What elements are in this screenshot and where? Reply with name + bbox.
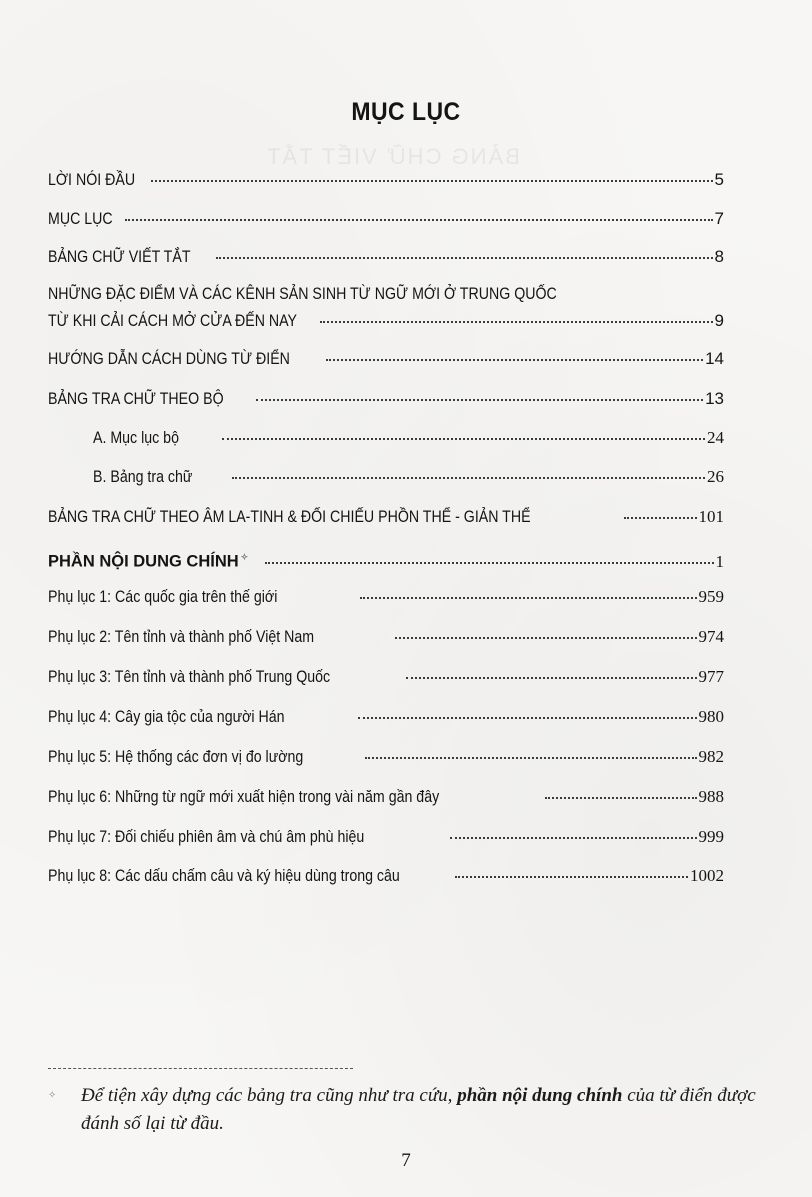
toc-entry-page: 999 [698, 827, 724, 846]
toc-entry-label: Phụ lục 7: Đối chiếu phiên âm và chú âm phù hiệu [48, 828, 365, 846]
toc-subentry[interactable] [93, 467, 724, 487]
dot-leader [406, 677, 697, 679]
toc-entry-label: Phụ lục 8: Các dấu chấm câu và ký hiệu dùng trong câu [48, 867, 400, 885]
dot-leader [545, 797, 697, 799]
dot-leader [450, 837, 697, 839]
toc-entry[interactable] [48, 209, 724, 229]
dot-leader [360, 597, 697, 599]
footnote-text [48, 1082, 768, 1138]
footnote-marker-icon: ✧ [48, 1090, 57, 1101]
dot-leader [222, 438, 705, 440]
toc-entry-label: Phụ lục 5: Hệ thống các đơn vị đo lường [48, 748, 304, 766]
dot-leader [256, 399, 703, 401]
toc-entry-label: NHỮNG ĐẶC ĐIỂM VÀ CÁC KÊNH SẢN SINH TỪ NGỮ MỚI Ở TRUNG QUỐC [48, 285, 557, 303]
toc-entry-page: 988 [698, 787, 724, 806]
toc-entry[interactable] [48, 827, 724, 847]
toc-entry-page: 8 [714, 247, 724, 266]
footnote-emphasis: phần nội dung chính [457, 1085, 623, 1106]
toc-entry-label: BẢNG CHỮ VIẾT TẮT [48, 248, 191, 266]
toc-entry-page: 9 [714, 311, 724, 330]
toc-entry-label: Phụ lục 6: Những từ ngữ mới xuất hiện trong vài năm gần đây [48, 788, 440, 806]
toc-entry[interactable] [48, 349, 724, 369]
toc-entry-page: 959 [698, 587, 724, 606]
toc-entry-label: BẢNG TRA CHỮ THEO BỘ [48, 390, 224, 408]
footnote-text-start: Để tiện xây dựng các bảng tra cũng như tra cứu, [81, 1085, 458, 1106]
toc-entry[interactable] [48, 507, 724, 527]
dot-leader [326, 359, 703, 361]
dot-leader [265, 562, 714, 564]
dot-leader [358, 717, 697, 719]
toc-entry[interactable] [48, 587, 724, 607]
toc-entry-page: 1 [715, 551, 724, 571]
dot-leader [125, 219, 712, 221]
toc-entry-page: 7 [714, 209, 724, 228]
dot-leader [395, 637, 697, 639]
toc-entry-page: 26 [707, 467, 724, 486]
dot-leader [320, 321, 713, 323]
toc-entry-label: Phụ lục 4: Cây gia tộc của người Hán [48, 708, 285, 726]
toc-entry-label: Phụ lục 3: Tên tỉnh và thành phố Trung Quốc [48, 668, 331, 686]
toc-entry-page: 1002 [690, 866, 724, 885]
bleed-through-text: BẢNG CHỮ VIẾT TẮT [265, 144, 520, 169]
toc-entry-label: A. Mục lục bộ [93, 429, 179, 447]
toc-entry-label: PHẦN NỘI DUNG CHÍNH [48, 552, 239, 571]
dot-leader [624, 517, 697, 519]
page-title: MỤC LỤC [351, 98, 461, 126]
dot-leader [151, 180, 712, 182]
toc-entry-label: Phụ lục 2: Tên tỉnh và thành phố Việt Nam [48, 628, 315, 646]
toc-entry[interactable] [48, 170, 724, 190]
dot-leader [232, 477, 705, 479]
toc-entry-label: B. Bảng tra chữ [93, 468, 193, 486]
toc-entry-label: TỪ KHI CẢI CÁCH MỞ CỬA ĐẾN NAY [48, 312, 298, 330]
footnote-marker-icon: ✧ [240, 552, 249, 562]
dot-leader [455, 876, 688, 878]
toc-entry[interactable] [48, 627, 724, 647]
toc-entry-page: 980 [698, 707, 724, 726]
toc-entry-page: 977 [698, 667, 724, 686]
toc-entry-label: LỜI NÓI ĐẦU [48, 171, 136, 189]
toc-entry-page: 101 [698, 507, 724, 526]
toc-entry[interactable] [48, 707, 724, 727]
toc-entry-label: BẢNG TRA CHỮ THEO ÂM LA-TINH & ĐỐI CHIẾU PHỒN THỂ - GIẢN THỂ [48, 508, 531, 526]
toc-entry-page: 5 [714, 170, 724, 189]
toc-entry-page: 974 [698, 627, 724, 646]
footnote [48, 1082, 768, 1138]
toc-entry[interactable] [48, 667, 724, 687]
toc-entry-label: MỤC LỤC [48, 210, 113, 228]
footnote-separator [48, 1068, 353, 1069]
dot-leader [216, 257, 713, 259]
toc-entry-label-line1 [48, 284, 640, 304]
toc-subentry[interactable] [93, 428, 724, 448]
toc-entry-page: 982 [698, 747, 724, 766]
toc-entry[interactable] [48, 747, 724, 767]
toc-entry-label: Phụ lục 1: Các quốc gia trên thế giới [48, 588, 278, 606]
toc-entry-label: HƯỚNG DẪN CÁCH DÙNG TỪ ĐIỂN [48, 350, 290, 368]
toc-entry[interactable] [48, 787, 724, 807]
toc-entry-page: 24 [707, 428, 724, 447]
toc-entry[interactable] [48, 311, 724, 331]
toc-entry[interactable] [48, 389, 724, 409]
page-number: 7 [401, 1150, 411, 1171]
footnote-text-end: của từ điển được đánh số lại từ đầu. [81, 1085, 756, 1134]
dot-leader [365, 757, 697, 759]
toc-entry[interactable] [48, 247, 724, 267]
toc-entry[interactable] [48, 866, 724, 886]
toc-entry-main[interactable] [48, 547, 724, 572]
toc-entry-page: 14 [705, 349, 724, 368]
toc-entry-page: 13 [705, 389, 724, 408]
